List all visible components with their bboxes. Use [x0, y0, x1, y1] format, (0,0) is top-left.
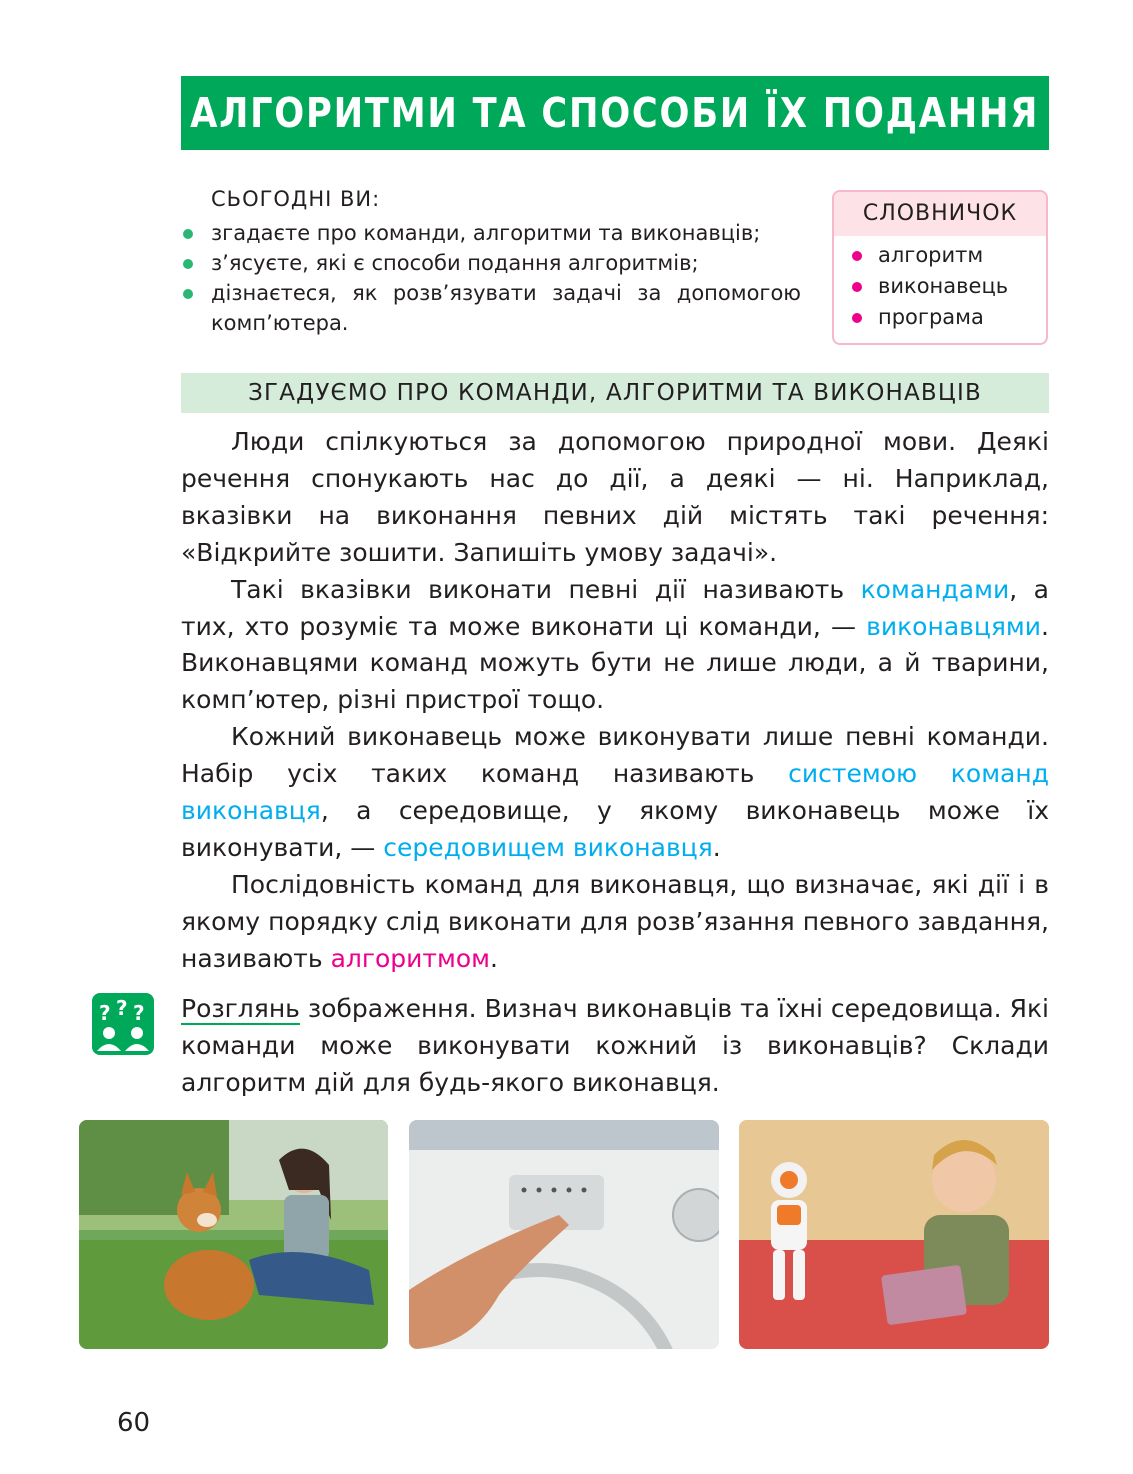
paragraph-text: Послідовність команд для виконавця, що визначає, які дії і в якому порядку слід виконати для розв’язання певного завдання, називають: [181, 869, 1049, 973]
page-title: АЛГОРИТМИ ТА СПОСОБИ ЇХ ПОДАННЯ: [190, 89, 1040, 137]
washing-machine-photo: [409, 1120, 719, 1349]
today-goals: [181, 184, 801, 338]
paragraph-3: [181, 719, 1049, 867]
paragraph-4: [181, 867, 1049, 978]
term-algorithm: алгоритмом: [330, 943, 490, 973]
paragraph-text: Такі вказівки виконати певні дії називають: [231, 574, 861, 604]
today-list: [181, 218, 801, 338]
task-text: [181, 991, 1049, 1102]
task-verb: Розглянь: [181, 994, 300, 1023]
term-environment: середовищем виконавця: [383, 832, 713, 862]
term-executors: виконавцями: [866, 611, 1042, 641]
dictionary-box: [832, 190, 1048, 345]
paragraph-text: , а тих, хто розуміє та може виконати ці команди, —: [181, 574, 1049, 641]
svg-text:?: ?: [116, 996, 128, 1020]
paragraph-text: Кожний виконавець може виконувати лише певні команди. Набір усіх таких команд називають: [181, 722, 1049, 789]
svg-text:?: ?: [133, 1001, 145, 1025]
discussion-icon: [92, 993, 154, 1055]
term-command-system: системою команд виконавця: [181, 759, 1049, 826]
dictionary-item: виконавець: [850, 271, 1046, 302]
dictionary-item: алгоритм: [850, 240, 1046, 271]
today-item: дізнаєтеся, як розв’язувати задачі за допомогою комп’ютера.: [181, 278, 801, 338]
page-title-bar: [181, 76, 1049, 150]
paragraph-text: .: [490, 943, 498, 973]
dictionary-item: програма: [850, 302, 1046, 333]
main-text: [181, 424, 1049, 978]
section-heading: ЗГАДУЄМО ПРО КОМАНДИ, АЛГОРИТМИ ТА ВИКОНАВЦІВ: [248, 380, 982, 406]
today-item: з’ясуєте, які є способи подання алгоритмів;: [181, 248, 801, 278]
page-number: 60: [117, 1408, 151, 1438]
girl-with-dog-photo: [79, 1120, 388, 1349]
paragraph-1: Люди спілкуються за допомогою природної мови. Деякі речення спонукають нас до дії, а деякі — ні. Наприклад, вказівки на виконання певних дій містять такі речення: «Відкрийте зошити. Запишіть умову задачі».: [181, 427, 1049, 567]
paragraph-2: [181, 572, 1049, 720]
paragraph-text: , а середовище, у якому виконавець може їх виконувати, —: [181, 796, 1049, 862]
svg-text:?: ?: [99, 1001, 111, 1025]
section-heading-bar: [181, 373, 1049, 413]
dictionary-heading: СЛОВНИЧОК: [834, 192, 1046, 236]
today-heading: СЬОГОДНІ ВИ:: [211, 187, 381, 211]
term-commands: командами: [860, 574, 1010, 604]
task-body: зображення. Визнач виконавців та їхні середовища. Які команди може виконувати кожний із виконавців? Склади алгоритм дій для будь-якого виконавця.: [181, 994, 1049, 1097]
paragraph-text: . Виконавцями команд можуть бути не лише люди, а й тварини, комп’ютер, різні пристрої тощо.: [181, 611, 1049, 715]
boy-with-robot-photo: [739, 1120, 1049, 1349]
today-item: згадаєте про команди, алгоритми та виконавців;: [181, 218, 801, 248]
dictionary-list: [834, 236, 1046, 333]
paragraph-text: .: [712, 832, 721, 862]
